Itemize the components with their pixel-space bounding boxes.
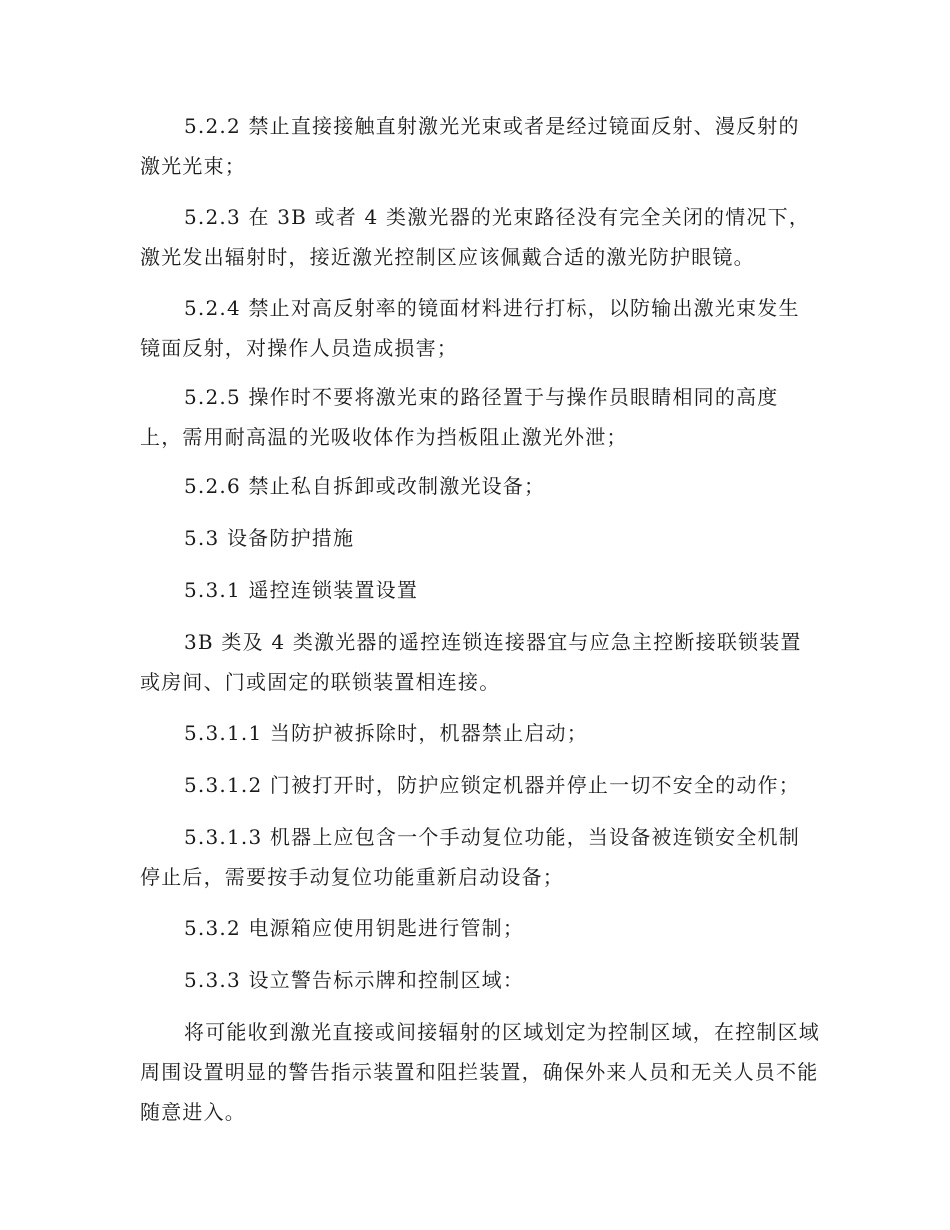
paragraph-5-2-2: 5.2.2 禁止直接接触直射激光光束或者是经过镜面反射、漫反射的激光光束； [140, 114, 800, 178]
paragraph-control-area: 将可能收到激光直接或间接辐射的区域划定为控制区域，在控制区域周围设置明显的警告指示装置和阻拦装置，确保外来人员和无关人员不能随意进入。 [140, 1020, 820, 1124]
heading-5-3: 5.3 设备防护措施 [184, 526, 355, 550]
paragraph-5-3-3: 5.3.3 设立警告标示牌和控制区域： [184, 968, 525, 992]
paragraph-5-2-6: 5.2.6 禁止私自拆卸或改制激光设备； [184, 474, 546, 498]
paragraph-interlock-intro: 3B 类及 4 类激光器的遥控连锁连接器宜与应急主控断接联锁装置或房间、门或固定的联锁装置相连接。 [140, 630, 802, 694]
paragraph-5-3-1-1: 5.3.1.1 当防护被拆除时，机器禁止启动； [184, 721, 588, 745]
paragraph-5-3-1-2: 5.3.1.2 门被打开时，防护应锁定机器并停止一切不安全的动作； [184, 773, 800, 797]
paragraph-5-2-5: 5.2.5 操作时不要将激光束的路径置于与操作员眼睛相同的高度上，需用耐高温的光吸收体作为挡板阻止激光外泄； [140, 385, 779, 449]
paragraph-5-3-2: 5.3.2 电源箱应使用钥匙进行管制； [184, 916, 525, 940]
paragraph-5-2-3: 5.2.3 在 3B 或者 4 类激光器的光束路径没有完全关闭的情况下，激光发出辐射时，接近激光控制区应该佩戴合适的激光防护眼镜。 [140, 205, 811, 269]
paragraph-5-3-1-3: 5.3.1.3 机器上应包含一个手动复位功能，当设备被连锁安全机制停止后，需要按手动复位功能重新启动设备； [140, 825, 800, 889]
heading-5-3-1: 5.3.1 遥控连锁装置设置 [184, 578, 419, 602]
paragraph-5-2-4: 5.2.4 禁止对高反射率的镜面材料进行打标，以防输出激光束发生镜面反射，对操作人员造成损害； [140, 296, 800, 360]
